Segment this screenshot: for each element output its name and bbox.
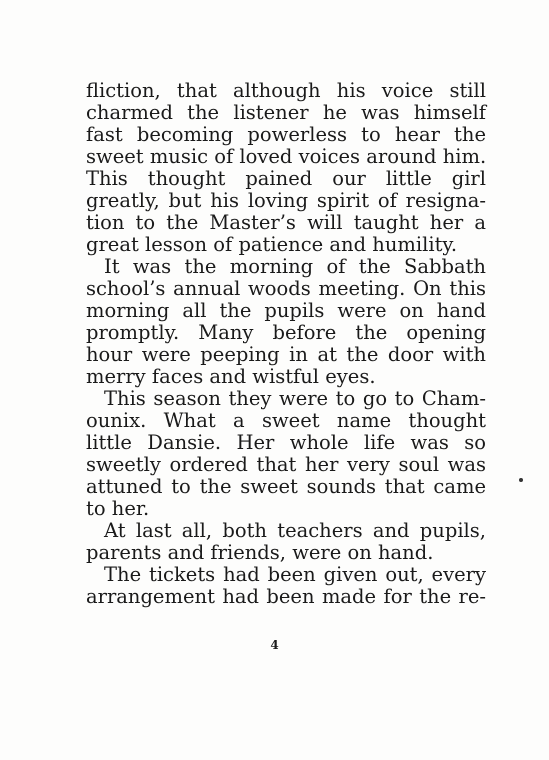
- text-line: promptly. Many before the opening: [86, 321, 486, 344]
- text-line: It was the morning of the Sabbath: [104, 255, 486, 278]
- text-line: hour were peeping in at the door with: [86, 343, 486, 366]
- text-line: morning all the pupils were on hand: [86, 299, 486, 322]
- text-line: sweet music of loved voices around him.: [86, 145, 487, 168]
- text-line: attuned to the sweet sounds that came: [86, 475, 486, 498]
- text-line: This thought pained our little girl: [86, 167, 486, 190]
- text-line: At last all, both teachers and pupils,: [104, 519, 486, 542]
- text-line: little Dansie. Her whole life was so: [86, 431, 486, 454]
- text-line: This season they were to go to Cham-: [104, 387, 486, 410]
- ink-speck: [519, 478, 523, 482]
- text-line: merry faces and wistful eyes.: [86, 365, 376, 388]
- text-line: sweetly ordered that her very soul was: [86, 453, 486, 476]
- text-line: parents and friends, were on hand.: [86, 541, 434, 564]
- text-line: ounix. What a sweet name thought: [86, 409, 486, 432]
- page-number: 4: [270, 638, 279, 652]
- text-line: The tickets had been given out, every: [104, 563, 486, 586]
- text-line: fast becoming powerless to hear the: [86, 123, 486, 146]
- text-line: greatly, but his loving spirit of resigna-: [86, 189, 486, 212]
- text-line: tion to the Master’s will taught her a: [86, 211, 486, 234]
- text-line: arrangement had been made for the re-: [86, 585, 486, 608]
- body-text: [86, 80, 486, 608]
- text-line: school’s annual woods meeting. On this: [86, 277, 486, 300]
- text-line: fliction, that although his voice still: [86, 79, 486, 102]
- text-line: to her.: [86, 497, 150, 520]
- text-line: charmed the listener he was himself: [86, 101, 486, 124]
- text-line: great lesson of patience and humility.: [86, 233, 458, 256]
